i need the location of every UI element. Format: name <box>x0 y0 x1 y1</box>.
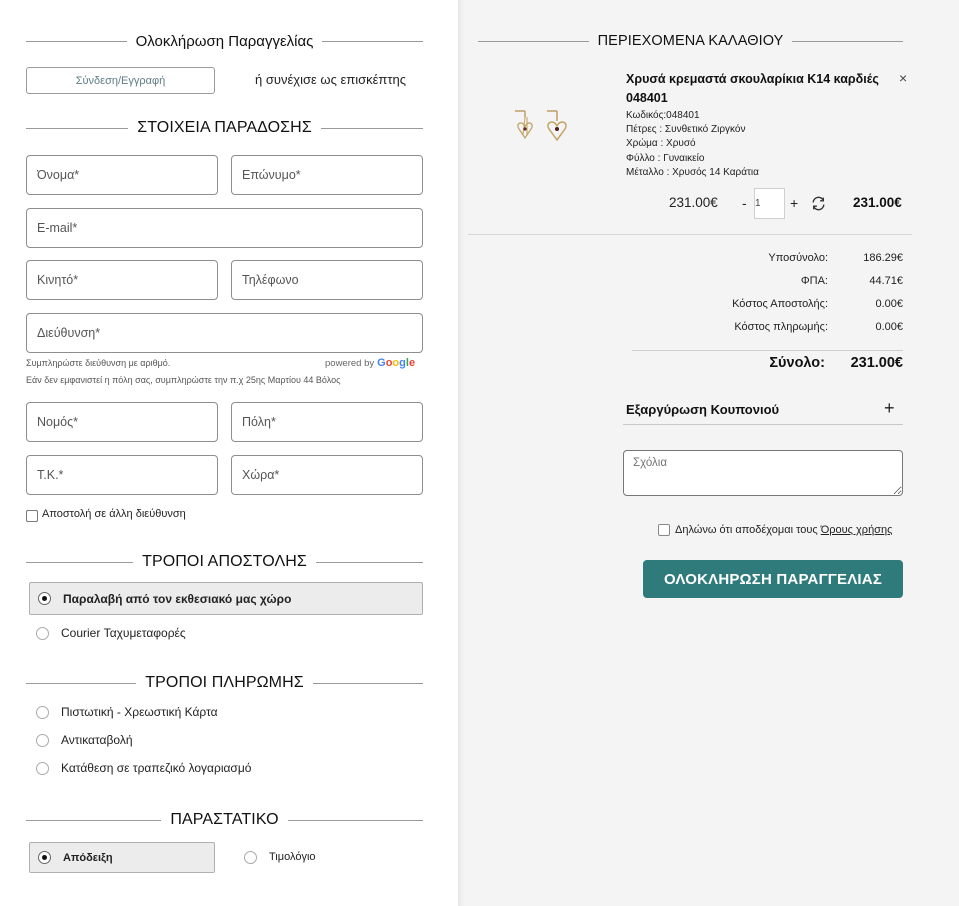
address-note: Συμπληρώστε διεύθυνση με αριθμό. <box>26 358 171 368</box>
checkout-title-row <box>26 33 423 50</box>
radio-icon[interactable] <box>36 627 49 640</box>
divider <box>632 350 903 351</box>
phone-input[interactable] <box>231 260 423 300</box>
payment-option-bank[interactable] <box>36 759 251 777</box>
radio-icon[interactable] <box>36 706 49 719</box>
remove-item-icon[interactable]: × <box>899 70 908 86</box>
divider <box>322 41 423 42</box>
payment-cost-label: Κόστος πληρωμής: <box>734 321 828 333</box>
payment-option-card[interactable] <box>36 703 218 721</box>
radio-selected-icon[interactable] <box>38 851 51 864</box>
delivery-heading: ΣΤΟΙΧΕΙΑ ΠΑΡΑΔΟΣΗΣ <box>137 119 312 136</box>
product-title[interactable]: Χρυσά κρεμαστά σκουλαρίκια Κ14 καρδιές 048401 <box>626 72 879 105</box>
delivery-heading-row <box>26 119 423 137</box>
shipping-heading-row <box>26 553 423 571</box>
vat-label: ΦΠΑ: <box>800 275 828 287</box>
city-input[interactable] <box>231 402 423 442</box>
divider <box>478 41 589 42</box>
prefecture-input[interactable] <box>26 402 218 442</box>
refresh-icon[interactable] <box>810 195 827 212</box>
country-input[interactable] <box>231 455 423 495</box>
divider <box>316 562 423 563</box>
comments-textarea[interactable] <box>623 450 903 496</box>
document-option-receipt[interactable] <box>29 842 215 873</box>
shipping-option-courier[interactable] <box>36 624 186 642</box>
quantity-input[interactable] <box>754 188 785 219</box>
powered-by-google <box>325 357 415 369</box>
subtotal-label: Υποσύνολο: <box>768 252 828 264</box>
payment-option-label: Πιστωτική - Χρεωστική Κάρτα <box>61 705 218 719</box>
city-note: Εάν δεν εμφανιστεί η πόλη σας, συμπληρώστε την π.χ 25ης Μαρτίου 44 Βόλος <box>26 375 341 385</box>
product-metal: Μέταλλο : Χρυσός 14 Καράτια <box>626 167 759 178</box>
product-line-total: 231.00€ <box>853 195 902 210</box>
terms-checkbox[interactable] <box>658 524 670 536</box>
divider <box>288 820 423 821</box>
radio-selected-icon[interactable] <box>38 592 51 605</box>
guest-checkout-text: ή συνέχισε ως επισκέπτης <box>255 72 407 87</box>
divider <box>623 424 903 425</box>
address-input[interactable] <box>26 313 423 353</box>
shipping-cost-value: 0.00€ <box>875 298 903 310</box>
payment-heading: ΤΡΟΠΟΙ ΠΛΗΡΩΜΗΣ <box>145 674 304 691</box>
divider <box>468 234 912 235</box>
divider <box>313 683 423 684</box>
page-title: Ολοκλήρωση Παραγγελίας <box>135 33 314 50</box>
first-name-input[interactable] <box>26 155 218 195</box>
divider <box>792 41 903 42</box>
product-color: Χρώμα : Χρυσό <box>626 138 696 149</box>
shipping-option-label: Courier Ταχυμεταφορές <box>61 626 186 640</box>
terms-link[interactable]: Όρους χρήσης <box>820 524 893 536</box>
subtotal-value: 186.29€ <box>863 252 903 264</box>
document-heading: ΠΑΡΑΣΤΑΤΙΚΟ <box>170 811 279 828</box>
payment-cost-value: 0.00€ <box>875 321 903 333</box>
cart-heading-row <box>478 33 903 49</box>
product-stones: Πέτρες : Συνθετικό Ζιργκόν <box>626 124 746 135</box>
coupon-toggle[interactable]: Εξαργύρωση Κουπονιού <box>626 402 780 417</box>
vat-value: 44.71€ <box>869 275 903 287</box>
radio-icon[interactable] <box>36 762 49 775</box>
checkout-form-panel <box>0 0 458 906</box>
shipping-option-pickup[interactable] <box>29 582 423 615</box>
document-option-invoice[interactable] <box>244 849 316 865</box>
cart-heading: ΠΕΡΙΕΧΟΜΕΝΑ ΚΑΛΑΘΙΟΥ <box>597 33 784 49</box>
radio-icon[interactable] <box>244 851 257 864</box>
shipping-heading: ΤΡΟΠΟΙ ΑΠΟΣΤΟΛΗΣ <box>142 553 307 570</box>
email-input[interactable] <box>26 208 423 248</box>
total-label: Σύνολο: <box>769 355 825 371</box>
mobile-input[interactable] <box>26 260 218 300</box>
shipping-cost-label: Κόστος Αποστολής: <box>732 298 828 310</box>
document-option-label: Απόδειξη <box>63 851 113 864</box>
postal-code-input[interactable] <box>26 455 218 495</box>
product-image <box>513 105 569 149</box>
divider <box>26 820 161 821</box>
google-logo: Google <box>377 357 416 369</box>
divider <box>26 128 128 129</box>
quantity-increase-button[interactable]: + <box>790 195 799 211</box>
powered-by-text: powered by <box>325 357 375 369</box>
product-price: 231.00€ <box>669 195 718 210</box>
coupon-expand-icon[interactable]: + <box>884 398 895 418</box>
divider <box>26 683 136 684</box>
payment-heading-row <box>26 674 423 692</box>
other-address-label: Αποστολή σε άλλη διεύθυνση <box>42 508 186 520</box>
complete-order-button[interactable]: ΟΛΟΚΛΗΡΩΣΗ ΠΑΡΑΓΓΕΛΙΑΣ <box>643 560 903 598</box>
shipping-option-label: Παραλαβή από τον εκθεσιακό μας χώρο <box>63 591 292 606</box>
divider <box>26 41 127 42</box>
quantity-decrease-button[interactable]: - <box>742 195 747 211</box>
divider <box>26 562 133 563</box>
product-code: Κωδικός:048401 <box>626 110 700 121</box>
other-address-checkbox[interactable] <box>26 510 38 522</box>
radio-icon[interactable] <box>36 734 49 747</box>
terms-label: Δηλώνω ότι αποδέχομαι τους <box>675 524 818 536</box>
total-value: 231.00€ <box>850 355 903 371</box>
login-register-button[interactable]: Σύνδεση/Εγγραφή <box>26 67 215 94</box>
payment-option-label: Κατάθεση σε τραπεζικό λογαριασμό <box>61 761 252 775</box>
terms-text <box>675 524 892 536</box>
payment-option-cod[interactable] <box>36 731 133 749</box>
last-name-input[interactable] <box>231 155 423 195</box>
product-gender: Φύλλο : Γυναικείο <box>626 153 705 164</box>
document-heading-row <box>26 811 423 829</box>
payment-option-label: Αντικαταβολή <box>61 733 133 747</box>
divider <box>321 128 423 129</box>
document-option-label: Τιμολόγιο <box>269 851 316 863</box>
